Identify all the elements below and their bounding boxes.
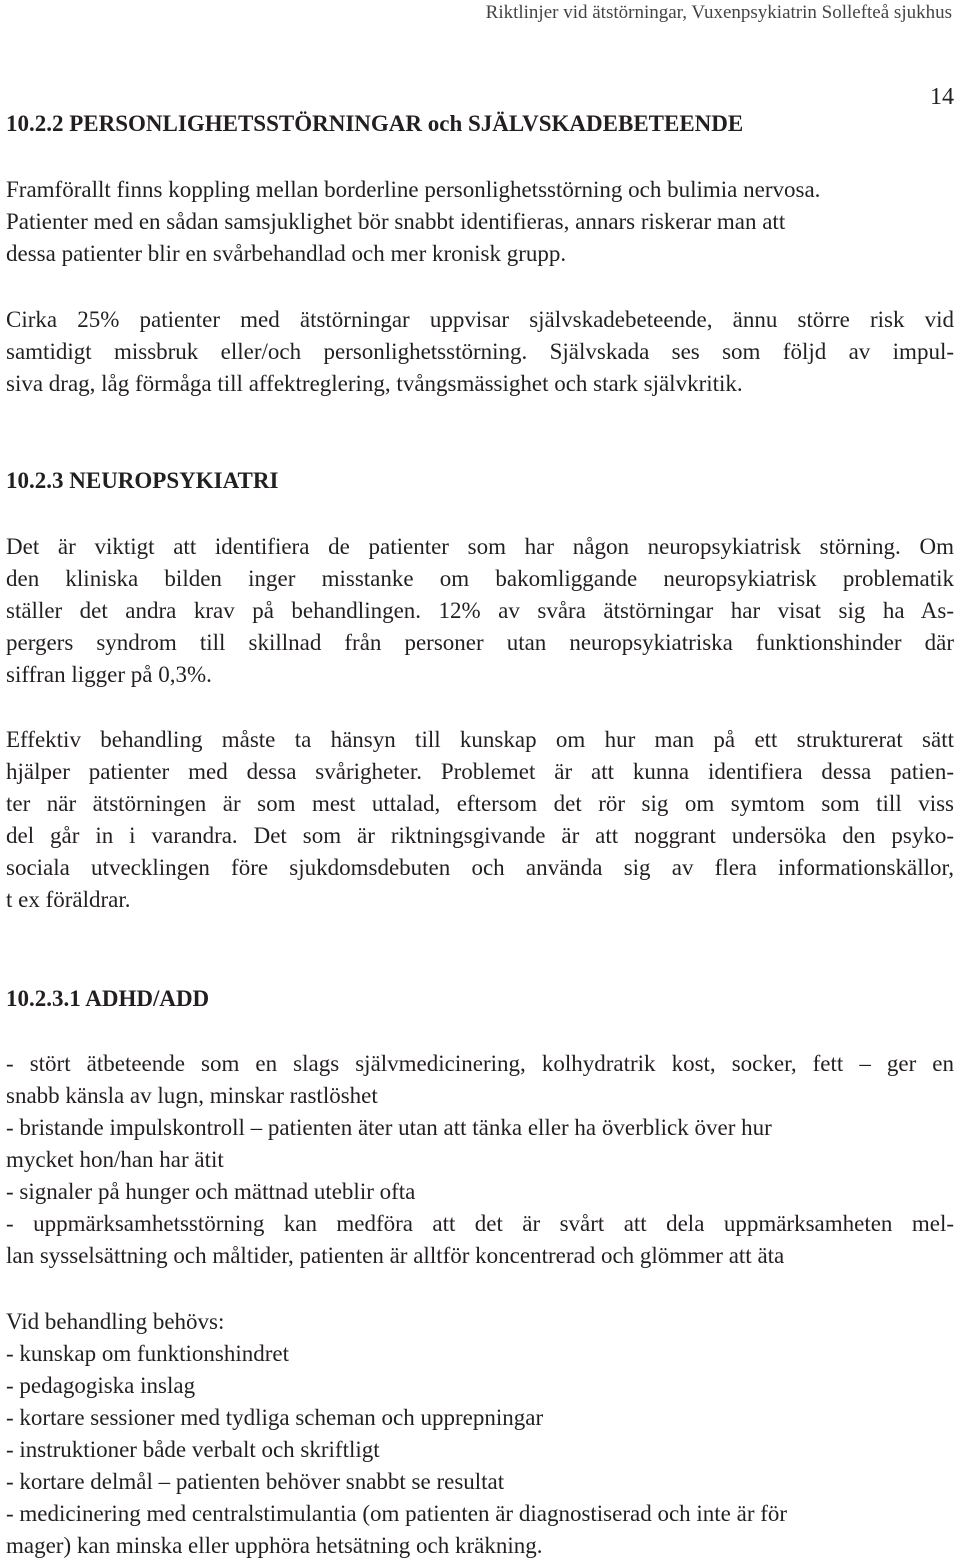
section-heading: 10.2.2 PERSONLIGHETSSTÖRNINGAR och SJÄLVSKADEBETEENDE — [6, 111, 744, 136]
text-line: dessa patienter blir en svårbehandlad och mer kronisk grupp. — [6, 241, 567, 266]
text-line: hjälper patienter med dessa svårigheter. Problemet är att kunna identifiera dessa patien- — [6, 759, 954, 784]
text-line: Patienter med en sådan samsjuklighet bör snabbt identifieras, annars riskerar man att — [6, 209, 786, 234]
text-line: t ex föräldrar. — [6, 887, 131, 912]
symptom-list — [6, 1048, 954, 1272]
list-item: mycket hon/han har ätit — [6, 1147, 224, 1172]
list-item: mager) kan minska eller upphöra hetsätning och kräkning. — [6, 1533, 543, 1558]
text-line: ter när ätstörningen är som mest uttalad, eftersom det rör sig om symtom som till viss — [6, 791, 954, 816]
text-line: ställer det andra krav på behandlingen. 12% av svåra ätstörningar har visat sig ha As- — [6, 598, 954, 623]
running-header: Riktlinjer vid ätstörningar, Vuxenpsykiatrin Sollefteå sjukhus — [485, 2, 952, 23]
section-adhd — [6, 983, 954, 1015]
text-line: Framförallt finns koppling mellan borderline personlighetsstörning och bulimia nervosa. — [6, 177, 821, 202]
text-line: Effektiv behandling måste ta hänsyn till kunskap om hur man på ett strukturerat sätt — [6, 727, 954, 752]
text-line: pergers syndrom till skillnad från personer utan neuropsykiatriska funktionshinder där — [6, 630, 954, 655]
list-item: - instruktioner både verbalt och skriftligt — [6, 1437, 380, 1462]
page-number: 14 — [930, 84, 954, 110]
section-neuropsychiatry — [6, 465, 954, 497]
list-item: lan sysselsättning och måltider, patienten är alltför koncentrerad och glömmer att äta — [6, 1243, 785, 1268]
text-line: sociala utvecklingen före sjukdomsdebuten och använda sig av flera informationskällor, — [6, 855, 954, 880]
treatment-list — [6, 1306, 954, 1562]
paragraph — [6, 531, 954, 691]
list-item: snabb känsla av lugn, minskar rastlöshet — [6, 1083, 378, 1108]
list-item: - kunskap om funktionshindret — [6, 1341, 289, 1366]
text-line: Cirka 25% patienter med ätstörningar uppvisar självskadebeteende, ännu större risk vid — [6, 307, 954, 332]
text-line: samtidigt missbruk eller/och personlighetsstörning. Självskada ses som följd av impul- — [6, 339, 954, 364]
list-item: - signaler på hunger och mättnad uteblir ofta — [6, 1179, 416, 1204]
list-item: - uppmärksamhetsstörning kan medföra att det är svårt att dela uppmärksamheten mel- — [6, 1211, 954, 1236]
text-line: Det är viktigt att identifiera de patienter som har någon neuropsykiatrisk störning. Om — [6, 534, 954, 559]
list-item: - kortare delmål – patienten behöver snabbt se resultat — [6, 1469, 505, 1494]
text-line: den kliniska bilden inger misstanke om bakomliggande neuropsykiatrisk problematik — [6, 566, 954, 591]
section-heading: 10.2.3 NEUROPSYKIATRI — [6, 468, 279, 493]
list-item: - bristande impulskontroll – patienten äter utan att tänka eller ha överblick över hur — [6, 1115, 772, 1140]
list-item: - kortare sessioner med tydliga scheman och upprepningar — [6, 1405, 544, 1430]
list-heading: Vid behandling behövs: — [6, 1309, 225, 1334]
section-personality-disorders — [6, 108, 954, 140]
list-item: - medicinering med centralstimulantia (om patienten är diagnostiserad och inte är för — [6, 1501, 788, 1526]
list-item: - stört ätbeteende som en slags självmedicinering, kolhydratrik kost, socker, fett – ger en — [6, 1051, 954, 1076]
text-line: siva drag, låg förmåga till affektreglering, tvångsmässighet och stark självkritik. — [6, 371, 743, 396]
paragraph — [6, 174, 954, 270]
paragraph — [6, 724, 954, 916]
paragraph — [6, 304, 954, 400]
text-line: siffran ligger på 0,3%. — [6, 662, 212, 687]
text-line: del går in i varandra. Det som är riktningsgivande är att noggrant undersöka den psyko- — [6, 823, 954, 848]
list-item: - pedagogiska inslag — [6, 1373, 196, 1398]
section-heading: 10.2.3.1 ADHD/ADD — [6, 986, 210, 1011]
